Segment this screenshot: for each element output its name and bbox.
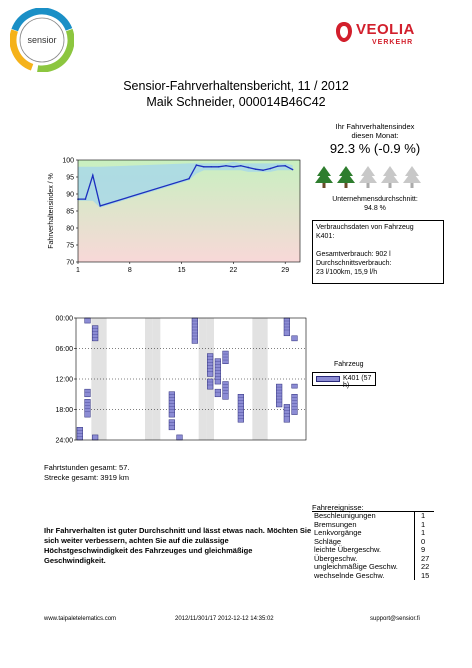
legend-title: Fahrzeug bbox=[334, 361, 364, 368]
driving-segment bbox=[77, 427, 83, 440]
veolia-sub: VERKEHR bbox=[372, 39, 414, 46]
x-tick-label: 1 bbox=[76, 267, 80, 274]
time-tick-label: 06:00 bbox=[55, 346, 73, 353]
company-average bbox=[300, 195, 450, 213]
event-value: 1 bbox=[414, 529, 434, 538]
event-value: 15 bbox=[414, 572, 434, 581]
kpi-label-line1: Ihr Fahrverhaltensindex bbox=[335, 122, 415, 131]
event-value: 0 bbox=[414, 538, 434, 547]
index-point bbox=[99, 205, 101, 207]
driving-segment bbox=[207, 354, 213, 377]
events-title: Fahrereignisse: bbox=[312, 503, 364, 512]
time-tick-label: 12:00 bbox=[55, 376, 73, 384]
footer-report-id: 2012/11/301/17 2012-12-12 14:35:02 bbox=[175, 616, 274, 622]
event-value: 22 bbox=[414, 563, 434, 572]
driving-segment bbox=[192, 318, 198, 343]
index-point bbox=[292, 169, 294, 171]
report-title-line1: Sensior-Fahrverhaltensbericht, 11 / 2012 bbox=[123, 79, 349, 93]
driving-segment bbox=[169, 420, 175, 430]
y-tick-label: 80 bbox=[66, 225, 74, 233]
event-label: leichte Übergeschw. bbox=[314, 545, 382, 554]
x-tick-label: 8 bbox=[127, 267, 132, 274]
y-tick-label: 90 bbox=[66, 191, 74, 199]
advice-text: Ihr Fahrverhalten ist guter Durchschnitt und lässt etwas nach. Möchten Sie sich weiter verbessern, achten Sie auf die zulässige Höchstgeschwindigkeit des Fahrzeuges und gleichmäßige Geschwindigkeit. bbox=[44, 526, 312, 565]
index-point bbox=[203, 166, 205, 168]
y-tick-label: 95 bbox=[66, 174, 74, 182]
kpi-block bbox=[300, 122, 450, 156]
event-value: 1 bbox=[414, 521, 434, 530]
kpi-value: 92.3 % (-0.9 %) bbox=[329, 141, 421, 156]
footer-website: www.taipaletelematics.com bbox=[44, 616, 117, 622]
y-axis-label: Fahrverhaltensindex / % bbox=[48, 173, 55, 249]
index-point bbox=[262, 169, 264, 171]
report-title bbox=[0, 78, 472, 110]
index-point bbox=[85, 198, 87, 200]
x-tick-label: 29 bbox=[281, 267, 290, 274]
index-point bbox=[255, 168, 257, 170]
driving-segment bbox=[292, 336, 298, 341]
index-point bbox=[210, 166, 212, 168]
driving-segment bbox=[276, 384, 282, 407]
consumption-line2: K401: bbox=[316, 233, 335, 240]
index-point bbox=[188, 178, 190, 180]
index-point bbox=[218, 166, 220, 168]
consumption-line4: Durchschnittsverbrauch: bbox=[316, 260, 392, 267]
driving-segment bbox=[238, 394, 244, 422]
tree-grey-icon bbox=[403, 166, 421, 188]
weekend-column bbox=[260, 318, 268, 440]
y-tick-label: 85 bbox=[66, 208, 74, 216]
event-label: Lenkvorgänge bbox=[314, 528, 362, 537]
legend-box bbox=[312, 372, 376, 389]
tree-grey-icon bbox=[381, 166, 399, 188]
legend-swatch bbox=[316, 376, 340, 382]
index-point bbox=[284, 165, 286, 167]
driving-segment bbox=[215, 389, 221, 397]
sensior-logo bbox=[10, 8, 74, 72]
driving-segment bbox=[292, 384, 298, 388]
driving-stats bbox=[44, 463, 129, 483]
driving-segment bbox=[215, 359, 221, 384]
event-label: Bremsungen bbox=[314, 519, 357, 529]
driving-segment bbox=[207, 379, 213, 389]
time-tick-label: 00:00 bbox=[55, 315, 73, 323]
veolia-name: VEOLIA bbox=[356, 21, 415, 38]
consumption-line1: Verbrauchsdaten von Fahrzeug bbox=[316, 224, 414, 231]
y-tick-label: 70 bbox=[66, 259, 74, 267]
event-label: Schläge bbox=[314, 536, 342, 546]
driving-hours: Fahrtstunden gesamt: 57. bbox=[44, 463, 130, 472]
footer-email: support@sensior.fi bbox=[370, 616, 420, 622]
y-tick-label: 100 bbox=[62, 157, 74, 165]
event-value: 27 bbox=[414, 555, 434, 564]
driving-segment bbox=[177, 435, 183, 440]
legend-entry: K401 (57 h) bbox=[343, 375, 372, 389]
company-average-value: 94.8 % bbox=[364, 205, 386, 212]
index-point bbox=[233, 166, 235, 168]
index-point bbox=[270, 168, 272, 170]
consumption-line5: 23 l/100km, 15,9 l/h bbox=[316, 269, 378, 276]
driving-segment bbox=[85, 389, 91, 397]
report-title-line2: Maik Schneider, 000014B46C42 bbox=[146, 95, 326, 109]
time-tick-label: 24:00 bbox=[55, 437, 73, 445]
driving-segment bbox=[92, 435, 98, 440]
event-value: 9 bbox=[414, 546, 434, 555]
x-tick-label: 15 bbox=[177, 267, 186, 274]
index-point bbox=[225, 165, 227, 167]
event-label: wechselnde Geschw. bbox=[314, 570, 385, 580]
time-tick-label: 18:00 bbox=[55, 407, 73, 414]
driving-times-chart bbox=[44, 310, 310, 450]
veolia-logo bbox=[334, 18, 434, 52]
veolia-emblem-icon bbox=[334, 20, 354, 44]
event-row bbox=[312, 572, 434, 581]
driving-segment bbox=[169, 392, 175, 417]
tree-grey-icon bbox=[359, 166, 377, 188]
driving-segment bbox=[85, 318, 91, 323]
event-label: ungleichmäßige Geschw. bbox=[314, 562, 398, 571]
weekend-column bbox=[153, 318, 161, 440]
driving-segment bbox=[92, 326, 98, 341]
consumption-line3: Gesamtverbrauch: 902 l bbox=[316, 251, 391, 258]
tree-rating bbox=[312, 164, 432, 192]
index-point bbox=[240, 165, 242, 167]
event-label: Übergeschw. bbox=[314, 553, 358, 563]
driving-distance: Strecke gesamt: 3919 km bbox=[44, 473, 130, 482]
kpi-label-line2: diesen Monat: bbox=[351, 131, 399, 140]
driving-index-chart bbox=[44, 150, 304, 278]
index-point bbox=[196, 164, 198, 166]
y-tick-label: 75 bbox=[66, 242, 74, 250]
driving-segment bbox=[223, 351, 229, 364]
x-tick-label: 22 bbox=[229, 267, 238, 274]
event-value: 1 bbox=[414, 512, 434, 521]
sensior-logo-text: sensior bbox=[27, 35, 57, 45]
company-average-label: Unternehmensdurchschnitt: bbox=[332, 196, 418, 203]
tree-green-icon bbox=[337, 166, 355, 188]
events-table bbox=[312, 511, 434, 580]
index-point bbox=[247, 167, 249, 169]
index-point bbox=[92, 175, 94, 177]
consumption-box bbox=[312, 220, 444, 284]
tree-green-icon bbox=[315, 166, 333, 188]
index-point bbox=[277, 165, 279, 167]
event-label: Beschleunigungen bbox=[312, 512, 414, 521]
